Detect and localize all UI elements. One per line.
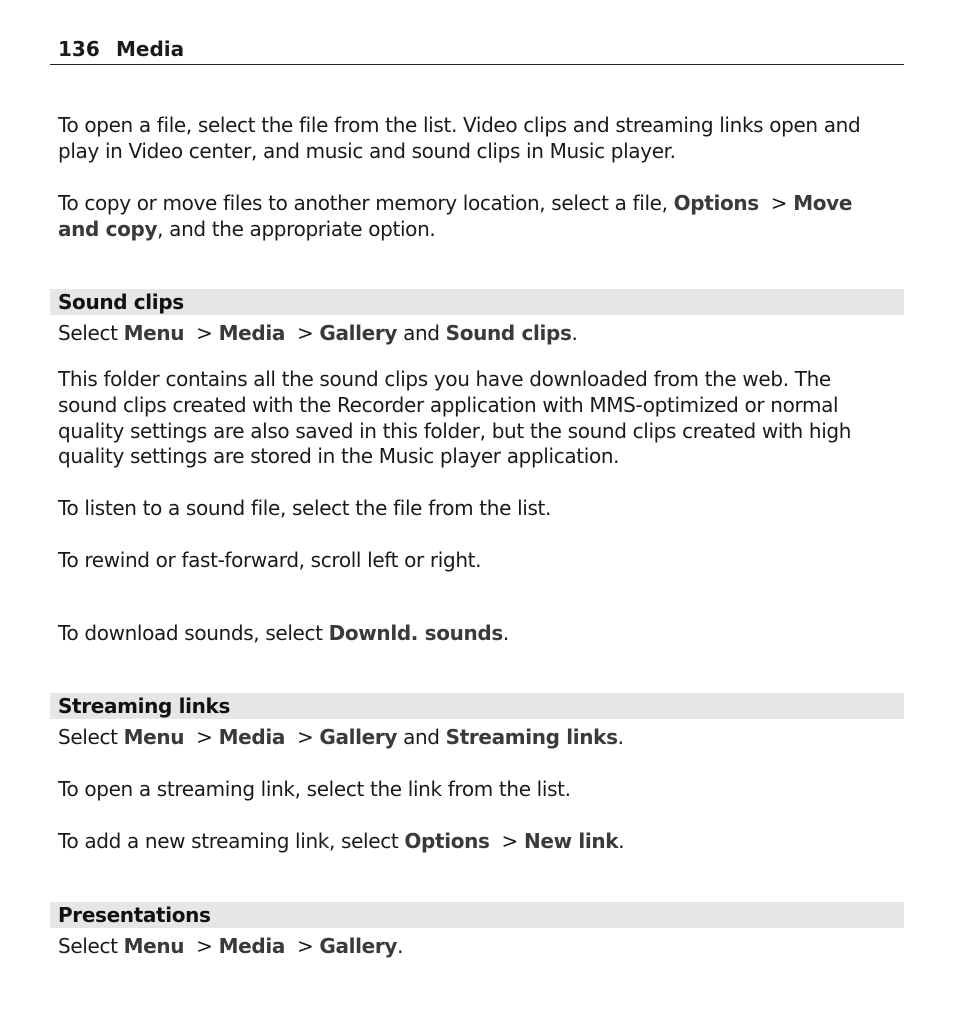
streaming-links-keyword: Streaming links: [445, 725, 618, 749]
separator: >: [184, 725, 219, 749]
presentations-path: [58, 933, 908, 959]
options-keyword: Options: [404, 829, 490, 853]
separator: >: [184, 934, 219, 958]
separator: >: [284, 934, 320, 958]
text: .: [617, 725, 624, 749]
sound-clips-desc-line-2: sound clips created with the Recorder application with MMS-optimized or normal: [58, 393, 839, 417]
sound-clips-desc-line-1: This folder contains all the sound clips you have downloaded from the web. The: [58, 367, 831, 391]
streaming-links-path: [58, 724, 908, 750]
section-heading-text: Sound clips: [58, 290, 184, 314]
sound-clips-download: [58, 620, 908, 646]
text: To add a new streaming link, select: [58, 829, 405, 853]
gallery-keyword: Gallery: [319, 934, 398, 958]
text: .: [571, 321, 578, 345]
section-heading-streaming-links: [50, 693, 904, 719]
media-keyword: Media: [218, 934, 285, 958]
downld-sounds-keyword: Downld. sounds: [328, 621, 503, 645]
separator: >: [184, 321, 219, 345]
separator: >: [489, 829, 524, 853]
section-heading-sound-clips: [50, 289, 904, 315]
gallery-keyword: Gallery: [319, 725, 398, 749]
sound-clips-desc-line-3: quality settings are also saved in this folder, but the sound clips created with high: [58, 419, 852, 443]
move-keyword: Move: [793, 191, 853, 215]
separator: >: [284, 321, 320, 345]
section-heading-text: Streaming links: [58, 694, 231, 718]
text: and: [397, 321, 446, 345]
menu-keyword: Menu: [123, 321, 185, 345]
page-header: [50, 36, 904, 65]
intro-paragraph-1-line-1: To open a file, select the file from the list. Video clips and streaming links open and: [58, 113, 861, 137]
separator: >: [758, 191, 794, 215]
text: , and the appropriate option.: [157, 217, 436, 241]
intro-paragraph-2-line-2: [58, 216, 908, 242]
text: and: [397, 725, 446, 749]
streaming-links-open: To open a streaming link, select the link from the list.: [58, 777, 571, 801]
sound-clips-path: [58, 320, 908, 346]
gallery-keyword: Gallery: [319, 321, 398, 345]
text: To download sounds, select: [58, 621, 329, 645]
media-keyword: Media: [218, 725, 285, 749]
page-number: 136: [58, 37, 100, 61]
new-link-keyword: New link: [523, 829, 619, 853]
text: Select: [58, 321, 124, 345]
streaming-links-add: [58, 828, 908, 854]
media-keyword: Media: [218, 321, 285, 345]
options-keyword: Options: [673, 191, 759, 215]
sound-clips-rewind: To rewind or fast-forward, scroll left or right.: [58, 548, 482, 572]
menu-keyword: Menu: [123, 934, 185, 958]
text: .: [397, 934, 404, 958]
text: To copy or move files to another memory location, select a file,: [58, 191, 674, 215]
intro-paragraph-2-line-1: [58, 190, 908, 216]
intro-paragraph-1-line-2: play in Video center, and music and sound clips in Music player.: [58, 139, 676, 163]
sound-clips-listen: To listen to a sound file, select the file from the list.: [58, 496, 552, 520]
text: Select: [58, 934, 124, 958]
and-copy-keyword: and copy: [58, 217, 158, 241]
section-heading-text: Presentations: [58, 903, 211, 927]
separator: >: [284, 725, 320, 749]
text: Select: [58, 725, 124, 749]
chapter-title: Media: [116, 37, 185, 61]
menu-keyword: Menu: [123, 725, 185, 749]
text: .: [618, 829, 625, 853]
section-heading-presentations: [50, 902, 904, 928]
text: .: [502, 621, 509, 645]
sound-clips-desc-line-4: quality settings are stored in the Music player application.: [58, 444, 620, 468]
sound-clips-keyword: Sound clips: [445, 321, 572, 345]
